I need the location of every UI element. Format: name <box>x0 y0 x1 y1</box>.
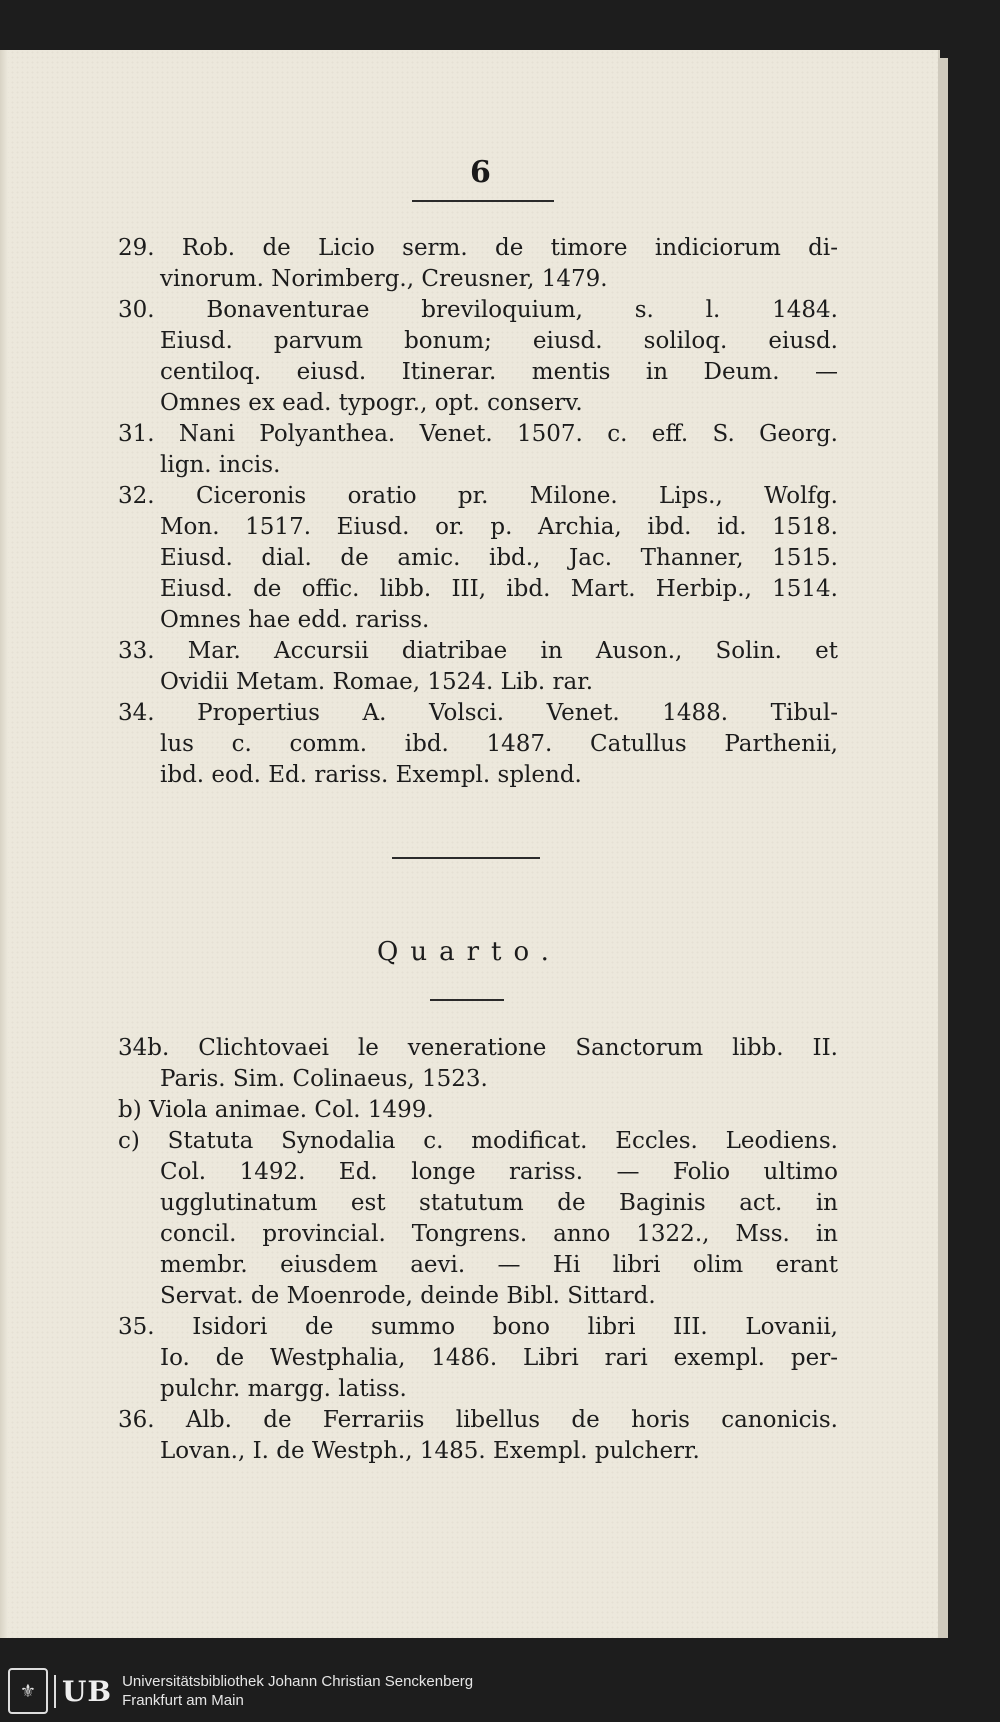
entry-line: ugglutinatum est statutum de Baginis act. in <box>160 1190 838 1216</box>
entry-line: Mon. 1517. Eiusd. or. p. Archia, ibd. id. 1518. <box>160 514 838 540</box>
catalog-entry <box>118 233 838 295</box>
entry-line: Col. 1492. Ed. longe rariss. — Folio ultimo <box>160 1159 838 1185</box>
catalog-entry <box>118 1095 838 1126</box>
catalog-entry <box>118 1405 838 1467</box>
entry-line: Omnes ex ead. typogr., opt. conserv. <box>160 390 583 416</box>
catalog-entry <box>118 419 838 481</box>
footer-text <box>122 1672 473 1710</box>
footer-bar <box>0 1660 1000 1722</box>
catalog-entries-top <box>118 233 838 791</box>
entry-line: 31. Nani Polyanthea. Venet. 1507. c. eff. S. Georg. <box>118 421 838 447</box>
catalog-entry <box>118 1033 838 1095</box>
entry-line: 32. Ciceronis oratio pr. Milone. Lips., Wolfg. <box>118 483 838 509</box>
entry-line: ibd. eod. Ed. rariss. Exempl. splend. <box>160 762 582 788</box>
library-logo <box>8 1668 112 1714</box>
entry-line: lus c. comm. ibd. 1487. Catullus Parthenii, <box>160 731 838 757</box>
entry-line: Omnes hae edd. rariss. <box>160 607 430 633</box>
entry-line: 33. Mar. Accursii diatribae in Auson., Solin. et <box>118 638 838 664</box>
page-fold <box>0 50 8 1638</box>
footer-line-1: Universitätsbibliothek Johann Christian Senckenberg <box>122 1673 474 1690</box>
catalog-entry <box>118 698 838 791</box>
entry-line: 30. Bonaventurae breviloquium, s. l. 1484. <box>118 297 838 323</box>
catalog-entry <box>118 1312 838 1405</box>
catalog-entry <box>118 636 838 698</box>
catalog-entries-bottom <box>118 1033 838 1467</box>
entry-line: 35. Isidori de summo bono libri III. Lovanii, <box>118 1314 838 1340</box>
seal-icon: ⚜ <box>8 1668 48 1714</box>
entry-line: Ovidii Metam. Romae, 1524. Lib. rar. <box>160 669 594 695</box>
entry-line: 36. Alb. de Ferrariis libellus de horis canonicis. <box>118 1407 838 1433</box>
entry-line: Eiusd. dial. de amic. ibd., Jac. Thanner, 1515. <box>160 545 838 571</box>
header-rule <box>412 200 554 202</box>
entry-line: centiloq. eiusd. Itinerar. mentis in Deum. — <box>160 359 838 385</box>
entry-line: Eiusd. de offic. libb. III, ibd. Mart. Herbip., 1514. <box>160 576 838 602</box>
entry-line: vinorum. Norimberg., Creusner, 1479. <box>160 266 608 292</box>
page-number: 6 <box>470 155 491 190</box>
entry-line: Eiusd. parvum bonum; eiusd. soliloq. eiusd. <box>160 328 838 354</box>
section-rule-bottom <box>430 999 504 1001</box>
page-edge <box>938 58 948 1638</box>
entry-line: pulchr. margg. latiss. <box>160 1376 407 1402</box>
entry-line: 29. Rob. de Licio serm. de timore indiciorum di- <box>118 235 838 261</box>
entry-line: b) Viola animae. Col. 1499. <box>118 1097 434 1123</box>
entry-line: concil. provincial. Tongrens. anno 1322., Mss. in <box>160 1221 838 1247</box>
catalog-entry <box>118 295 838 419</box>
entry-line: membr. eiusdem aevi. — Hi libri olim erant <box>160 1252 838 1278</box>
entry-line: Paris. Sim. Colinaeus, 1523. <box>160 1066 488 1092</box>
entry-line: c) Statuta Synodalia c. modificat. Eccles. Leodiens. <box>118 1128 838 1154</box>
logo-text: UB <box>54 1675 112 1708</box>
entry-line: Lovan., I. de Westph., 1485. Exempl. pulcherr. <box>160 1438 700 1464</box>
entry-line: Servat. de Moenrode, deinde Bibl. Sittard. <box>160 1283 656 1309</box>
entry-line: 34. Propertius A. Volsci. Venet. 1488. Tibul- <box>118 700 838 726</box>
entry-line: Io. de Westphalia, 1486. Libri rari exempl. per- <box>160 1345 838 1371</box>
entry-line: 34b. Clichtovaei le veneratione Sanctorum libb. II. <box>118 1035 838 1061</box>
footer-line-2: Frankfurt am Main <box>122 1692 244 1709</box>
section-rule-top <box>392 857 540 859</box>
catalog-entry <box>118 1126 838 1312</box>
entry-line: lign. incis. <box>160 452 281 478</box>
section-title: Quarto. <box>377 937 561 967</box>
catalog-entry <box>118 481 838 636</box>
